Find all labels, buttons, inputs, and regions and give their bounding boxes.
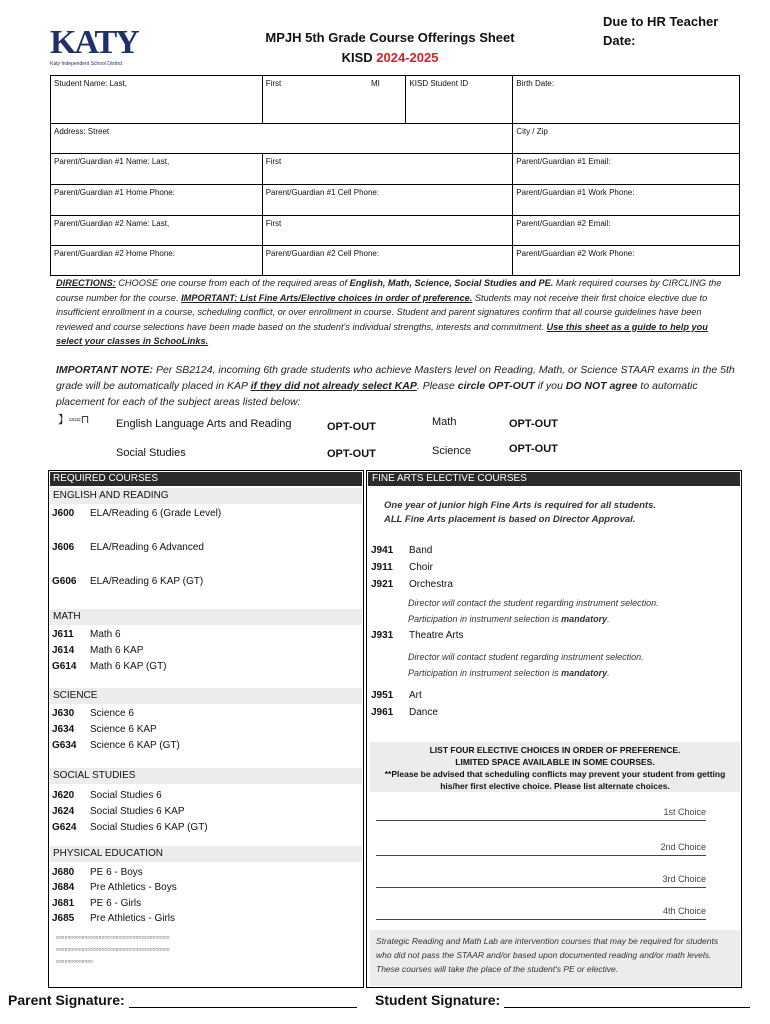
course-G624[interactable]: G624 Social Studies 6 KAP (GT) — [52, 822, 208, 833]
elective-choice-1[interactable]: 1st Choice — [376, 807, 706, 821]
directions-t3: Students may not receive their first choice elective due to insufficient enrollment in a course, scheduling conflict, or over enrollment in course. Student and parent signatures confirm that all course guidelines have been reviewed and course selections have been made based on the student's individual strengths, interests and commitment. — [56, 292, 708, 332]
required-courses-header: REQUIRED COURSES — [50, 472, 362, 486]
title-district: KISD — [341, 50, 373, 65]
optout-sci-button[interactable]: OPT-OUT — [509, 443, 558, 455]
parent-signature-line[interactable] — [129, 994, 357, 1008]
important-b2: circle OPT-OUT — [457, 380, 535, 392]
directions-label: DIRECTIONS: — [56, 278, 116, 288]
optout-ela-label: English Language Arts and Reading — [116, 418, 292, 430]
course-J941[interactable]: J941 Band — [371, 545, 433, 556]
due-line2: Date: — [603, 33, 636, 48]
first-name-field[interactable]: First — [262, 76, 368, 124]
elective-choice-3[interactable]: 3rd Choice — [376, 874, 706, 888]
course-J630[interactable]: J630 Science 6 — [52, 708, 134, 719]
student-info-table — [50, 75, 740, 276]
english-section-title: ENGLISH AND READING — [50, 488, 362, 504]
student-signature-label: Student Signature: — [375, 992, 501, 1008]
course-G634[interactable]: G634 Science 6 KAP (GT) — [52, 740, 180, 751]
directions-t2: Mark required courses by CIRCLING the course number for the course. — [56, 278, 722, 303]
pg1-cell-field[interactable]: Parent/Guardian #1 Cell Phone: — [262, 185, 513, 216]
pg1-first-field[interactable]: First — [262, 154, 513, 185]
mi-field[interactable]: MI — [368, 76, 406, 124]
important-t3: if you — [537, 380, 563, 392]
page-title — [230, 28, 550, 68]
course-J606[interactable]: J606 ELA/Reading 6 Advanced — [52, 542, 204, 553]
optout-ela-button[interactable]: OPT-OUT — [327, 421, 376, 433]
fine-arts-header: FINE ARTS ELECTIVE COURSES — [368, 472, 740, 486]
student-name-field[interactable]: Student Name: Last, — [51, 76, 263, 124]
student-signature-line[interactable] — [504, 994, 750, 1008]
due-line1: Due to HR Teacher — [603, 14, 719, 29]
pg2-email-field[interactable]: Parent/Guardian #2 Email: — [513, 216, 740, 246]
student-signature[interactable] — [375, 992, 750, 1008]
optout-math-button[interactable]: OPT-OUT — [509, 418, 558, 430]
directions-b3: Use this sheet as a guide to help you select your classes in SchooLinks. — [56, 321, 708, 346]
katy-logo — [50, 24, 138, 70]
course-J624[interactable]: J624 Social Studies 6 KAP — [52, 806, 185, 817]
due-to-hr — [603, 12, 718, 50]
course-J680[interactable]: J680 PE 6 - Boys — [52, 867, 143, 878]
course-G614[interactable]: G614 Math 6 KAP (GT) — [52, 661, 167, 672]
optout-ss-button[interactable]: OPT-OUT — [327, 448, 376, 460]
instrument-note-2: Director will contact student regarding instrument selection. Participation in instrument selection is mandatory. — [408, 652, 644, 678]
garbled-glyph: 】▫▫▫⊓ — [58, 414, 90, 426]
pg2-name-field[interactable]: Parent/Guardian #2 Name: Last, — [51, 216, 263, 246]
science-section-title: SCIENCE — [50, 688, 362, 704]
kisd-id-field[interactable]: KISD Student ID — [406, 76, 513, 124]
elective-instructions: LIST FOUR ELECTIVE CHOICES IN ORDER OF PREFERENCE. LIMITED SPACE AVAILABLE IN SOME COURSES. **Please be advised that scheduling conflicts may prevent your student from getting his/her first elective choice. Please list alternate choices. — [370, 742, 740, 792]
math-section-title: MATH — [50, 609, 362, 625]
fine-arts-note1: One year of junior high Fine Arts is required for all students. — [384, 500, 657, 511]
course-J681[interactable]: J681 PE 6 - Girls — [52, 898, 142, 909]
title-line2 — [230, 48, 550, 68]
course-J634[interactable]: J634 Science 6 KAP — [52, 724, 157, 735]
pg2-cell-field[interactable]: Parent/Guardian #2 Cell Phone: — [262, 246, 513, 276]
pg1-email-field[interactable]: Parent/Guardian #1 Email: — [513, 154, 740, 185]
course-J961[interactable]: J961 Dance — [371, 707, 438, 718]
pg2-work-field[interactable]: Parent/Guardian #2 Work Phone: — [513, 246, 740, 276]
pg2-home-field[interactable]: Parent/Guardian #2 Home Phone: — [51, 246, 263, 276]
important-note — [56, 362, 746, 410]
pe-section-title: PHYSICAL EDUCATION — [50, 846, 362, 862]
birth-date-field[interactable]: Birth Date: — [513, 76, 740, 124]
course-J620[interactable]: J620 Social Studies 6 — [52, 790, 162, 801]
pg2-first-field[interactable]: First — [262, 216, 513, 246]
optout-ss-label: Social Studies — [116, 447, 186, 459]
pg1-home-field[interactable]: Parent/Guardian #1 Home Phone: — [51, 185, 263, 216]
pg1-work-field[interactable]: Parent/Guardian #1 Work Phone: — [513, 185, 740, 216]
title-year: 2024-2025 — [376, 50, 439, 65]
important-b1: if they did not already select KAP — [250, 380, 417, 392]
course-J921[interactable]: J921 Orchestra — [371, 579, 453, 590]
parent-signature[interactable] — [8, 992, 357, 1008]
important-label: IMPORTANT NOTE: — [56, 364, 154, 376]
directions-t1: CHOOSE one course from each of the required areas of — [118, 278, 348, 288]
important-b3: DO NOT agree — [565, 380, 638, 392]
course-G606[interactable]: G606 ELA/Reading 6 KAP (GT) — [52, 576, 204, 587]
directions — [56, 276, 736, 349]
course-J911[interactable]: J911 Choir — [371, 562, 433, 573]
course-J600[interactable]: J600 ELA/Reading 6 (Grade Level) — [52, 508, 222, 519]
logo-subtitle: Katy Independent School District — [50, 61, 123, 67]
course-J685[interactable]: J685 Pre Athletics - Girls — [52, 913, 176, 924]
instrument-note-1: Director will contact the student regarding instrument selection. Participation in instrument selection is mandatory. — [408, 598, 659, 624]
address-field[interactable]: Address: Street — [51, 124, 513, 154]
strategic-note: Strategic Reading and Math Lab are intervention courses that may be required for students who did not pass the STAAR and/or based upon documented reading and/or math levels. These courses will take the place of the student's PE or elective. — [370, 930, 740, 986]
course-J611[interactable]: J611 Math 6 — [52, 629, 121, 640]
course-J614[interactable]: J614 Math 6 KAP — [52, 645, 144, 656]
title-line1: MPJH 5th Grade Course Offerings Sheet — [265, 30, 515, 45]
ss-section-title: SOCIAL STUDIES — [50, 768, 362, 784]
important-t1: Per SB2124, incoming 6th grade students who achieve Masters level on Reading, Math, or Science STAAR exams in the 5th grade will be automatically placed in KAP — [56, 364, 735, 392]
important-t4: to automatic placement for each of the subject areas listed below: — [56, 380, 698, 408]
pg1-name-field[interactable]: Parent/Guardian #1 Name: Last, — [51, 154, 263, 185]
course-J931[interactable]: J931 Theatre Arts — [371, 630, 464, 641]
course-J684[interactable]: J684 Pre Athletics - Boys — [52, 882, 177, 893]
fine-arts-note2: ALL Fine Arts placement is based on Director Approval. — [384, 514, 636, 525]
important-t2: . Please — [416, 380, 455, 392]
directions-b2: IMPORTANT: List Fine Arts/Elective choices in order of preference. — [181, 292, 473, 303]
city-zip-field[interactable]: City / Zip — [513, 124, 740, 154]
optout-math-label: Math — [432, 416, 457, 428]
optout-sci-label: Science — [432, 445, 472, 457]
course-J951[interactable]: J951 Art — [371, 690, 422, 701]
parent-signature-label: Parent Signature: — [8, 992, 125, 1008]
fine-arts-note — [384, 499, 656, 527]
elective-choice-4[interactable]: 4th Choice — [376, 906, 706, 920]
elective-choice-2[interactable]: 2nd Choice — [376, 842, 706, 856]
garbled-footnote: ▫▫▫▫▫▫▫▫▫▫▫▫▫▫▫▫▫▫▫▫▫▫▫▫▫▫▫▫▫▫▫▫▫▫▫▫▫▫▫▫ ▫▫▫▫▫▫▫▫▫▫▫▫▫▫▫▫▫▫▫▫▫▫▫▫▫▫▫▫▫▫▫▫▫▫▫▫▫▫▫▫ ▫▫▫▫▫▫▫▫▫▫▫▫▫ — [56, 933, 170, 966]
directions-b1: English, Math, Science, Social Studies and PE. — [349, 278, 554, 288]
logo-text: KATY — [50, 24, 138, 61]
